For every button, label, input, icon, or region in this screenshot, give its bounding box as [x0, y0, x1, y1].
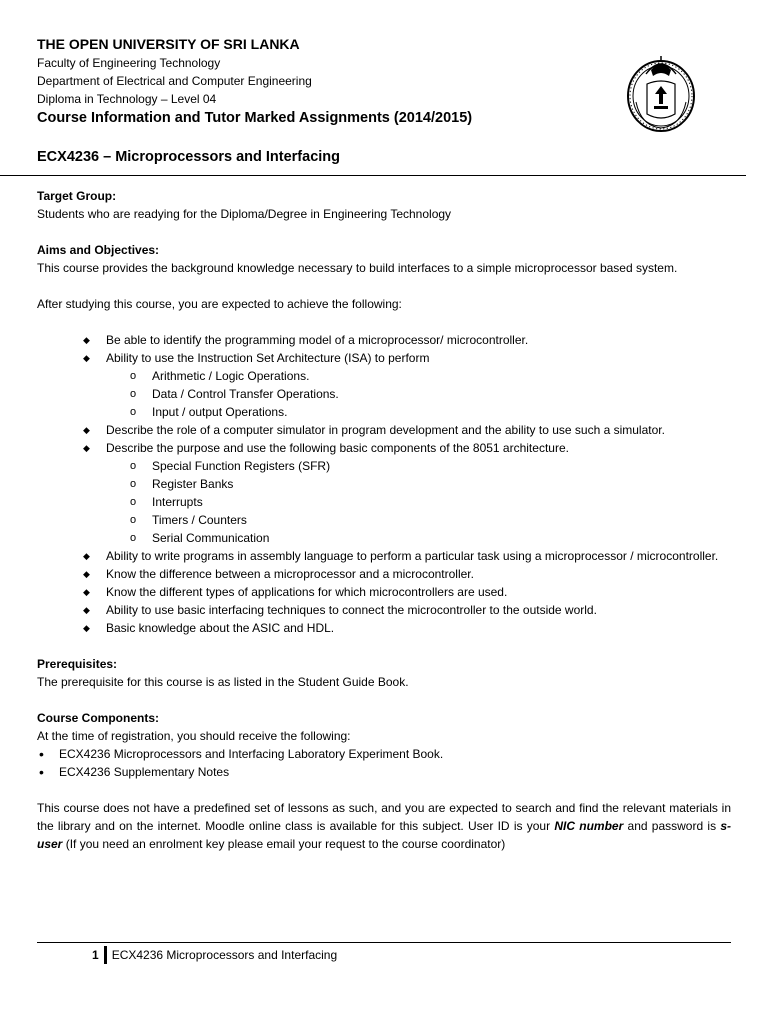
list-item: ◆ Describe the purpose and use the following basic components of the 8051 architecture. o Special Function Registers (SFR) o Register Banks o Interrupts o Timers / Counters o Serial Communication: [106, 439, 731, 547]
diploma-level: Diploma in Technology – Level 04: [37, 92, 217, 106]
list-item: o Timers / Counters: [152, 511, 731, 529]
aims-heading: Aims and Objectives:: [37, 243, 160, 257]
list-item: o Serial Communication: [152, 529, 731, 547]
footer-text: ECX4236 Microprocessors and Interfacing: [111, 948, 338, 962]
nic-emphasis: NIC number: [554, 819, 624, 833]
list-item: o Arithmetic / Logic Operations.: [152, 367, 731, 385]
isa-sublist: [106, 367, 731, 421]
list-item: ◆ Be able to identify the programming model of a microprocessor/ microcontroller.: [106, 331, 731, 349]
list-item: ◆ Know the different types of applications for which microcontrollers are used.: [106, 583, 731, 601]
list-item: • ECX4236 Microprocessors and Interfacing Laboratory Experiment Book.: [59, 745, 731, 763]
list-item: ◆ Describe the role of a computer simulator in program development and the ability to use such a simulator.: [106, 421, 731, 439]
list-item: o Interrupts: [152, 493, 731, 511]
target-group-text: Students who are readying for the Diploma/Degree in Engineering Technology: [37, 207, 452, 221]
aims-text: This course provides the background knowledge necessary to build interfaces to a simple microprocessor based system.: [37, 261, 678, 275]
list-item: o Input / output Operations.: [152, 403, 731, 421]
prerequisites-text: The prerequisite for this course is as listed in the Student Guide Book.: [37, 675, 409, 689]
list-item: ◆ Know the difference between a microprocessor and a microcontroller.: [106, 565, 731, 583]
prerequisites-heading: Prerequisites:: [37, 657, 118, 671]
components-heading: Course Components:: [37, 711, 160, 725]
footer-bar: [104, 946, 107, 964]
footer-divider: [37, 942, 731, 943]
document-body: [37, 187, 731, 853]
list-item: o Special Function Registers (SFR): [152, 457, 731, 475]
list-item: ◆ Ability to use basic interfacing techniques to connect the microcontroller to the outside world.: [106, 601, 731, 619]
university-crest-icon: [615, 48, 707, 136]
aims-intro: After studying this course, you are expected to achieve the following:: [37, 297, 402, 311]
target-group-heading: Target Group:: [37, 189, 117, 203]
suser-emphasis: s-user: [37, 819, 731, 851]
components-intro: At the time of registration, you should receive the following:: [37, 729, 351, 743]
components-list: [37, 745, 731, 781]
list-item: ◆ Ability to write programs in assembly language to perform a particular task using a microprocessor / microcontroller.: [106, 547, 731, 565]
list-item: o Register Banks: [152, 475, 731, 493]
moodle-paragraph: This course does not have a predefined set of lessons as such, and you are expected to search and find the relevant materials in the library and on the internet. Moodle online class is available for this subject. User ID is your NIC number and password is s-user (If you need an enrolment key please email your request to the course coordinator): [37, 801, 731, 851]
page-number: 1: [92, 948, 99, 962]
course-code-title: ECX4236 – Microprocessors and Interfacing: [37, 149, 340, 165]
list-item: o Data / Control Transfer Operations.: [152, 385, 731, 403]
architecture-sublist: [106, 457, 731, 547]
faculty-name: Faculty of Engineering Technology: [37, 56, 221, 70]
header-divider: [0, 175, 746, 176]
page-footer: [92, 946, 337, 964]
department-name: Department of Electrical and Computer Engineering: [37, 74, 312, 88]
list-item: ◆ Ability to use the Instruction Set Architecture (ISA) to perform o Arithmetic / Logic Operations. o Data / Control Transfer Operations. o Input / output Operations.: [106, 349, 731, 421]
course-info-title: Course Information and Tutor Marked Assignments (2014/2015): [37, 110, 473, 126]
university-name: THE OPEN UNIVERSITY OF SRI LANKA: [37, 36, 300, 52]
objectives-list: [37, 331, 731, 637]
list-item: • ECX4236 Supplementary Notes: [59, 763, 731, 781]
list-item: ◆ Basic knowledge about the ASIC and HDL.: [106, 619, 731, 637]
